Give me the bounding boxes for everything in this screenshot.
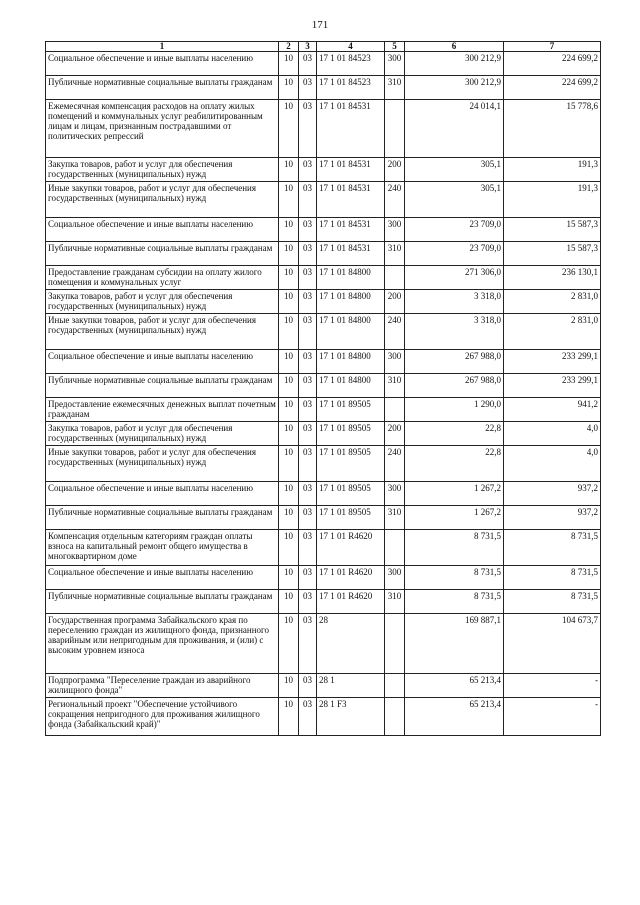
row-executed-value-cell: 104 673,7 (504, 614, 601, 674)
row-section-cell: 10 (279, 52, 299, 76)
row-target-article-cell: 17 1 01 R4620 (317, 530, 385, 566)
row-name-cell: Социальное обеспечение и иные выплаты населению (46, 218, 279, 242)
row-expense-type-cell: 240 (385, 182, 405, 218)
row-expense-type-cell: 310 (385, 590, 405, 614)
table-row (46, 158, 601, 182)
row-expense-type-cell (385, 614, 405, 674)
row-executed-value-cell: - (504, 698, 601, 736)
row-expense-type-cell: 300 (385, 350, 405, 374)
row-executed-value-cell: 937,2 (504, 482, 601, 506)
row-target-article-cell: 17 1 01 84531 (317, 242, 385, 266)
row-planned-value-cell: 267 988,0 (405, 350, 504, 374)
row-subsection-cell: 03 (299, 674, 317, 698)
row-executed-value-cell: 191,3 (504, 182, 601, 218)
header-row (46, 42, 601, 52)
table-row (46, 266, 601, 290)
row-target-article-cell: 28 1 F3 (317, 698, 385, 736)
row-section-cell: 10 (279, 242, 299, 266)
header-cell: 1 (46, 42, 279, 52)
row-planned-value-cell: 305,1 (405, 182, 504, 218)
table-row (46, 76, 601, 100)
row-executed-value-cell: 236 130,1 (504, 266, 601, 290)
row-name-cell: Социальное обеспечение и иные выплаты населению (46, 566, 279, 590)
row-planned-value-cell: 65 213,4 (405, 674, 504, 698)
row-subsection-cell: 03 (299, 266, 317, 290)
row-expense-type-cell: 310 (385, 374, 405, 398)
row-name-cell: Публичные нормативные социальные выплаты гражданам (46, 506, 279, 530)
row-section-cell: 10 (279, 374, 299, 398)
row-executed-value-cell: 15 587,3 (504, 218, 601, 242)
row-target-article-cell: 17 1 01 84800 (317, 290, 385, 314)
row-section-cell: 10 (279, 218, 299, 242)
row-subsection-cell: 03 (299, 422, 317, 446)
row-expense-type-cell: 300 (385, 566, 405, 590)
row-executed-value-cell: 224 699,2 (504, 52, 601, 76)
row-subsection-cell: 03 (299, 218, 317, 242)
table-row (46, 290, 601, 314)
table-row (46, 614, 601, 674)
row-executed-value-cell: 8 731,5 (504, 566, 601, 590)
row-section-cell: 10 (279, 590, 299, 614)
row-subsection-cell: 03 (299, 52, 317, 76)
table-row (46, 674, 601, 698)
row-target-article-cell: 17 1 01 R4620 (317, 590, 385, 614)
table-row (46, 182, 601, 218)
row-expense-type-cell: 200 (385, 422, 405, 446)
row-name-cell: Публичные нормативные социальные выплаты гражданам (46, 76, 279, 100)
row-section-cell: 10 (279, 76, 299, 100)
header-cell: 3 (299, 42, 317, 52)
row-subsection-cell: 03 (299, 100, 317, 158)
row-section-cell: 10 (279, 182, 299, 218)
row-planned-value-cell: 169 887,1 (405, 614, 504, 674)
row-name-cell: Иные закупки товаров, работ и услуг для обеспечения государственных (муниципальных) нужд (46, 446, 279, 482)
row-expense-type-cell (385, 398, 405, 422)
row-executed-value-cell: 941,2 (504, 398, 601, 422)
row-planned-value-cell: 3 318,0 (405, 290, 504, 314)
row-target-article-cell: 17 1 01 84800 (317, 266, 385, 290)
row-expense-type-cell: 310 (385, 76, 405, 100)
row-section-cell: 10 (279, 290, 299, 314)
row-planned-value-cell: 267 988,0 (405, 374, 504, 398)
row-name-cell: Иные закупки товаров, работ и услуг для обеспечения государственных (муниципальных) нужд (46, 182, 279, 218)
row-executed-value-cell: 224 699,2 (504, 76, 601, 100)
row-planned-value-cell: 1 267,2 (405, 482, 504, 506)
row-expense-type-cell: 310 (385, 506, 405, 530)
row-target-article-cell: 17 1 01 84531 (317, 158, 385, 182)
row-subsection-cell: 03 (299, 374, 317, 398)
row-subsection-cell: 03 (299, 566, 317, 590)
row-section-cell: 10 (279, 698, 299, 736)
row-planned-value-cell: 271 306,0 (405, 266, 504, 290)
row-section-cell: 10 (279, 674, 299, 698)
row-target-article-cell: 17 1 01 89505 (317, 482, 385, 506)
row-target-article-cell: 17 1 01 84523 (317, 52, 385, 76)
table-row (46, 314, 601, 350)
header-cell: 4 (317, 42, 385, 52)
row-expense-type-cell: 240 (385, 314, 405, 350)
row-subsection-cell: 03 (299, 482, 317, 506)
row-executed-value-cell: 4,0 (504, 446, 601, 482)
table-row (46, 590, 601, 614)
row-target-article-cell: 17 1 01 89505 (317, 398, 385, 422)
row-section-cell: 10 (279, 314, 299, 350)
row-executed-value-cell: 15 778,6 (504, 100, 601, 158)
row-name-cell: Ежемесячная компенсация расходов на оплату жилых помещений и коммунальных услуг реабилитированным лицам и лицам, признанным пострадавшими от политических репрессий (46, 100, 279, 158)
row-executed-value-cell: - (504, 674, 601, 698)
row-planned-value-cell: 23 709,0 (405, 242, 504, 266)
row-executed-value-cell: 8 731,5 (504, 590, 601, 614)
row-subsection-cell: 03 (299, 398, 317, 422)
row-target-article-cell: 17 1 01 84800 (317, 314, 385, 350)
row-planned-value-cell: 23 709,0 (405, 218, 504, 242)
row-section-cell: 10 (279, 100, 299, 158)
table-row (46, 100, 601, 158)
budget-table (45, 41, 601, 736)
row-name-cell: Компенсация отдельным категориям граждан оплаты взноса на капитальный ремонт общего имущества в многоквартирном доме (46, 530, 279, 566)
row-name-cell: Закупка товаров, работ и услуг для обеспечения государственных (муниципальных) нужд (46, 290, 279, 314)
row-planned-value-cell: 1 267,2 (405, 506, 504, 530)
row-executed-value-cell: 191,3 (504, 158, 601, 182)
row-target-article-cell: 17 1 01 89505 (317, 506, 385, 530)
row-planned-value-cell: 8 731,5 (405, 566, 504, 590)
row-target-article-cell: 17 1 01 R4620 (317, 566, 385, 590)
header-cell: 2 (279, 42, 299, 52)
row-expense-type-cell: 200 (385, 290, 405, 314)
row-expense-type-cell: 200 (385, 158, 405, 182)
row-name-cell: Региональный проект "Обеспечение устойчивого сокращения непригодного для проживания жилищного фонда (Забайкальский край)" (46, 698, 279, 736)
row-name-cell: Закупка товаров, работ и услуг для обеспечения государственных (муниципальных) нужд (46, 422, 279, 446)
row-planned-value-cell: 300 212,9 (405, 76, 504, 100)
row-planned-value-cell: 300 212,9 (405, 52, 504, 76)
row-subsection-cell: 03 (299, 698, 317, 736)
row-subsection-cell: 03 (299, 242, 317, 266)
row-section-cell: 10 (279, 530, 299, 566)
row-name-cell: Государственная программа Забайкальского края по переселению граждан из жилищного фонда, признанного аварийным или непригодным для проживания, и (или) с высоким уровнем износа (46, 614, 279, 674)
row-target-article-cell: 28 (317, 614, 385, 674)
row-subsection-cell: 03 (299, 314, 317, 350)
row-target-article-cell: 17 1 01 84523 (317, 76, 385, 100)
row-section-cell: 10 (279, 398, 299, 422)
row-expense-type-cell: 300 (385, 52, 405, 76)
row-planned-value-cell: 1 290,0 (405, 398, 504, 422)
table-row (46, 52, 601, 76)
row-section-cell: 10 (279, 482, 299, 506)
table-row (46, 242, 601, 266)
row-section-cell: 10 (279, 614, 299, 674)
row-executed-value-cell: 233 299,1 (504, 374, 601, 398)
header-cell: 5 (385, 42, 405, 52)
row-name-cell: Социальное обеспечение и иные выплаты населению (46, 52, 279, 76)
row-name-cell: Предоставление ежемесячных денежных выплат почетным гражданам (46, 398, 279, 422)
table-row (46, 422, 601, 446)
table-row (46, 374, 601, 398)
row-planned-value-cell: 22,8 (405, 422, 504, 446)
row-subsection-cell: 03 (299, 182, 317, 218)
table-row (46, 506, 601, 530)
row-name-cell: Публичные нормативные социальные выплаты гражданам (46, 374, 279, 398)
row-name-cell: Социальное обеспечение и иные выплаты населению (46, 350, 279, 374)
header-cell: 7 (504, 42, 601, 52)
row-subsection-cell: 03 (299, 446, 317, 482)
row-section-cell: 10 (279, 158, 299, 182)
row-target-article-cell: 17 1 01 84531 (317, 100, 385, 158)
row-subsection-cell: 03 (299, 614, 317, 674)
row-expense-type-cell (385, 530, 405, 566)
row-expense-type-cell (385, 674, 405, 698)
row-executed-value-cell: 4,0 (504, 422, 601, 446)
row-planned-value-cell: 22,8 (405, 446, 504, 482)
table-row (46, 218, 601, 242)
row-executed-value-cell: 15 587,3 (504, 242, 601, 266)
row-name-cell: Предоставление гражданам субсидии на оплату жилого помещения и коммунальных услуг (46, 266, 279, 290)
row-target-article-cell: 17 1 01 84531 (317, 218, 385, 242)
row-section-cell: 10 (279, 350, 299, 374)
row-subsection-cell: 03 (299, 506, 317, 530)
row-expense-type-cell: 300 (385, 482, 405, 506)
row-expense-type-cell (385, 100, 405, 158)
row-name-cell: Социальное обеспечение и иные выплаты населению (46, 482, 279, 506)
row-executed-value-cell: 2 831,0 (504, 314, 601, 350)
header-cell: 6 (405, 42, 504, 52)
row-expense-type-cell (385, 698, 405, 736)
row-target-article-cell: 17 1 01 84800 (317, 374, 385, 398)
row-section-cell: 10 (279, 506, 299, 530)
table-row (46, 446, 601, 482)
row-planned-value-cell: 65 213,4 (405, 698, 504, 736)
row-target-article-cell: 28 1 (317, 674, 385, 698)
row-planned-value-cell: 3 318,0 (405, 314, 504, 350)
row-planned-value-cell: 8 731,5 (405, 530, 504, 566)
row-subsection-cell: 03 (299, 76, 317, 100)
row-executed-value-cell: 233 299,1 (504, 350, 601, 374)
page-number: 171 (311, 19, 329, 31)
row-name-cell: Иные закупки товаров, работ и услуг для обеспечения государственных (муниципальных) нужд (46, 314, 279, 350)
row-target-article-cell: 17 1 01 89505 (317, 422, 385, 446)
row-name-cell: Закупка товаров, работ и услуг для обеспечения государственных (муниципальных) нужд (46, 158, 279, 182)
row-expense-type-cell: 310 (385, 242, 405, 266)
row-target-article-cell: 17 1 01 84800 (317, 350, 385, 374)
table-row (46, 482, 601, 506)
row-expense-type-cell: 300 (385, 218, 405, 242)
row-subsection-cell: 03 (299, 290, 317, 314)
table-row (46, 530, 601, 566)
table-row (46, 350, 601, 374)
row-subsection-cell: 03 (299, 590, 317, 614)
row-subsection-cell: 03 (299, 530, 317, 566)
row-section-cell: 10 (279, 566, 299, 590)
row-section-cell: 10 (279, 446, 299, 482)
row-section-cell: 10 (279, 422, 299, 446)
row-name-cell: Подпрограмма "Переселение граждан из аварийного жилищного фонда" (46, 674, 279, 698)
row-expense-type-cell (385, 266, 405, 290)
table-row (46, 698, 601, 736)
row-target-article-cell: 17 1 01 89505 (317, 446, 385, 482)
table-row (46, 398, 601, 422)
row-name-cell: Публичные нормативные социальные выплаты гражданам (46, 590, 279, 614)
row-executed-value-cell: 937,2 (504, 506, 601, 530)
row-executed-value-cell: 8 731,5 (504, 530, 601, 566)
row-executed-value-cell: 2 831,0 (504, 290, 601, 314)
row-section-cell: 10 (279, 266, 299, 290)
row-planned-value-cell: 8 731,5 (405, 590, 504, 614)
row-planned-value-cell: 305,1 (405, 158, 504, 182)
row-planned-value-cell: 24 014,1 (405, 100, 504, 158)
row-expense-type-cell: 240 (385, 446, 405, 482)
row-subsection-cell: 03 (299, 158, 317, 182)
row-name-cell: Публичные нормативные социальные выплаты гражданам (46, 242, 279, 266)
table-row (46, 566, 601, 590)
row-target-article-cell: 17 1 01 84531 (317, 182, 385, 218)
row-subsection-cell: 03 (299, 350, 317, 374)
